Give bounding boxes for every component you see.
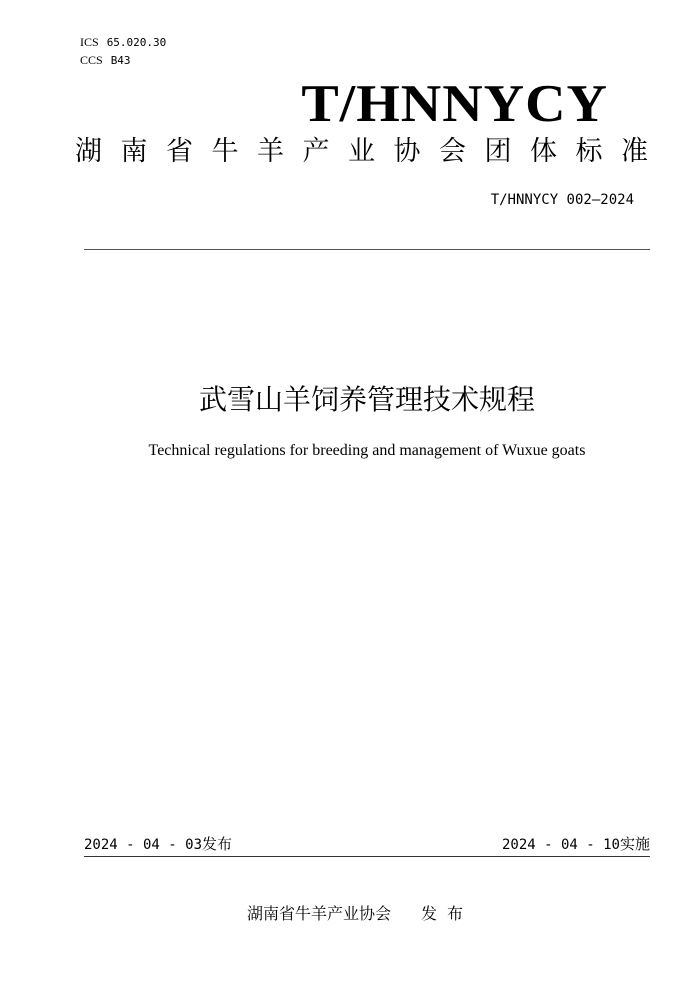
ics-code: 65.020.30: [106, 36, 167, 49]
organization-standard-title: 湖南省牛羊产业协会团体标准: [75, 136, 667, 167]
ccs-label: CCS: [80, 53, 103, 67]
document-title-english: Technical regulations for breeding and management of Wuxue goats: [148, 442, 586, 459]
ics-classification: [80, 35, 166, 50]
footer-divider: [84, 856, 650, 857]
document-title-chinese: 武雪山羊饲养管理技术规程: [198, 383, 535, 416]
ccs-classification: [80, 53, 131, 68]
standard-number: T/HNNYCY 002—2024: [490, 192, 634, 208]
publisher-name: 湖南省牛羊产业协会: [247, 904, 392, 923]
issue-date-label: 发布: [202, 835, 233, 853]
implementation-date-label: 实施: [619, 835, 650, 853]
ccs-code: B43: [110, 54, 131, 67]
header-divider: [84, 249, 650, 250]
implementation-date: [502, 834, 650, 855]
implementation-date-value: 2024 - 04 - 10: [501, 837, 620, 853]
publisher-line: [247, 903, 473, 925]
issue-date: [84, 834, 232, 855]
publish-label: 发布: [421, 904, 474, 923]
issue-date-value: 2024 - 04 - 03: [84, 837, 203, 853]
standard-logo: T/HNNYCY: [301, 74, 608, 134]
ics-label: ICS: [80, 35, 99, 49]
